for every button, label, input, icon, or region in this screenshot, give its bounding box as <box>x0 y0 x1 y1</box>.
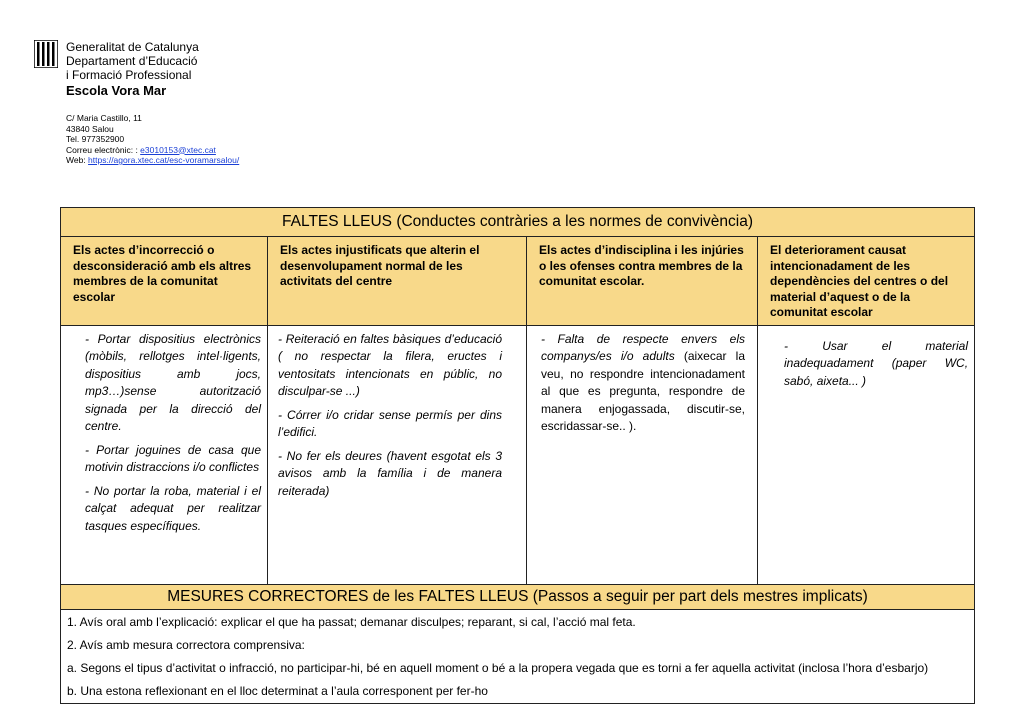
phone: Tel. 977352900 <box>66 134 125 144</box>
list-item: - Usar el material inadequadament (paper WC, sabó, aixeta... ) <box>784 338 969 388</box>
generalitat-logo-icon <box>34 40 58 68</box>
email-link[interactable]: e3010153@xtec.cat <box>140 144 216 155</box>
org-line-2: Departament d’Educació <box>66 54 198 68</box>
web-row <box>66 155 239 166</box>
contact-block <box>66 113 239 166</box>
list-item: - Reiteració en faltes bàsiques d’educació ( no respectar la filera, eructes i ventositats intencionats en públic, no disculpar-se ...) <box>278 331 502 398</box>
measure-line: 1. Avís oral amb l’explicació: explicar el que ha passat; demanar disculpes; reparant, si cal, l’acció mal feta. <box>67 614 636 629</box>
column-heading-deterioration: El deteriorament causat intencionadament de les dependències del centres o del material d’aquest o de la comunitat escolar <box>758 237 975 326</box>
faults-title-sub: (Conductes contràries a les normes de convivència) <box>392 213 753 230</box>
list-item: - No fer els deures (havent esgotat els 3 avisos amb la família i de manera reiterada) <box>278 448 502 498</box>
measures-list <box>61 609 975 703</box>
faults-table <box>60 207 975 704</box>
column-body-unjustified-acts <box>268 325 527 584</box>
column-body-incorrection <box>61 325 268 584</box>
measures-title-main: MESURES CORRECTORES <box>167 587 369 605</box>
measures-title-faults: FALTES LLEUS <box>418 587 529 605</box>
list-item: - Portar joguines de casa que motivin distraccions i/o conflictes <box>85 442 261 474</box>
list-item-italic: - Falta de respecte envers els companys/es i/o adults <box>541 331 745 363</box>
column-body-indiscipline <box>527 325 758 584</box>
list-item: - No portar la roba, material i el calçat adequat per realitzar tasques específiques. <box>85 483 261 533</box>
faults-title-main: FALTES LLEUS <box>282 213 393 230</box>
address: C/ Maria Castillo, 11 <box>66 113 142 123</box>
web-link[interactable]: https://agora.xtec.cat/esc-voramarsalou/ <box>88 155 240 165</box>
measure-line: a. Segons el tipus d’activitat o infracció, no participar-hi, bé en aquell moment o bé a la propera vegada que es torni a fer aquella activitat (inclosa l’hora d’esbarjo) <box>67 660 929 675</box>
list-item: - Portar dispositius electrònics (mòbils, rellotges intel·ligents, dispositius amb jocs, mp3…)sense autorització signada per la direcció del centre. <box>85 331 261 433</box>
email-label: Correu electrònic: : <box>66 144 141 155</box>
postal-code: 43840 Salou <box>66 123 114 134</box>
column-heading-unjustified-acts: Els actes injustificats que alterin el desenvolupament normal de les activitats del centre <box>268 237 527 326</box>
list-item <box>541 331 745 436</box>
school-name: Escola Vora Mar <box>66 83 167 98</box>
column-body-deterioration <box>758 325 975 584</box>
email-row <box>66 145 239 156</box>
faults-title <box>61 208 975 237</box>
list-item-plain: (aixecar la veu, no respondre intencionadament al que es pregunta, respondre de manera enjogassada, discutir-se, escridassar-se.. ). <box>541 349 745 433</box>
organization-header <box>66 40 199 98</box>
web-label: Web: <box>66 155 89 165</box>
column-heading-incorrection: Els actes d’incorrecció o desconsideració amb els altres membres de la comunitat escolar <box>61 237 268 326</box>
measures-title-sub: (Passos a seguir per part dels mestres implicats) <box>528 587 868 605</box>
measures-title-mid: de les <box>368 587 419 605</box>
org-line-3: i Formació Professional <box>66 68 192 82</box>
measure-line: 2. Avís amb mesura correctora comprensiva: <box>67 637 305 652</box>
measure-line: b. Una estona reflexionant en el lloc determinat a l’aula corresponent per fer-ho <box>67 683 488 698</box>
measures-title <box>61 584 975 609</box>
column-heading-indiscipline: Els actes d’indisciplina i les injúries o les ofenses contra membres de la comunitat escolar. <box>527 237 758 326</box>
org-line-1: Generalitat de Catalunya <box>66 40 199 54</box>
list-item: - Córrer i/o cridar sense permís per dins l’edifici. <box>278 407 502 439</box>
